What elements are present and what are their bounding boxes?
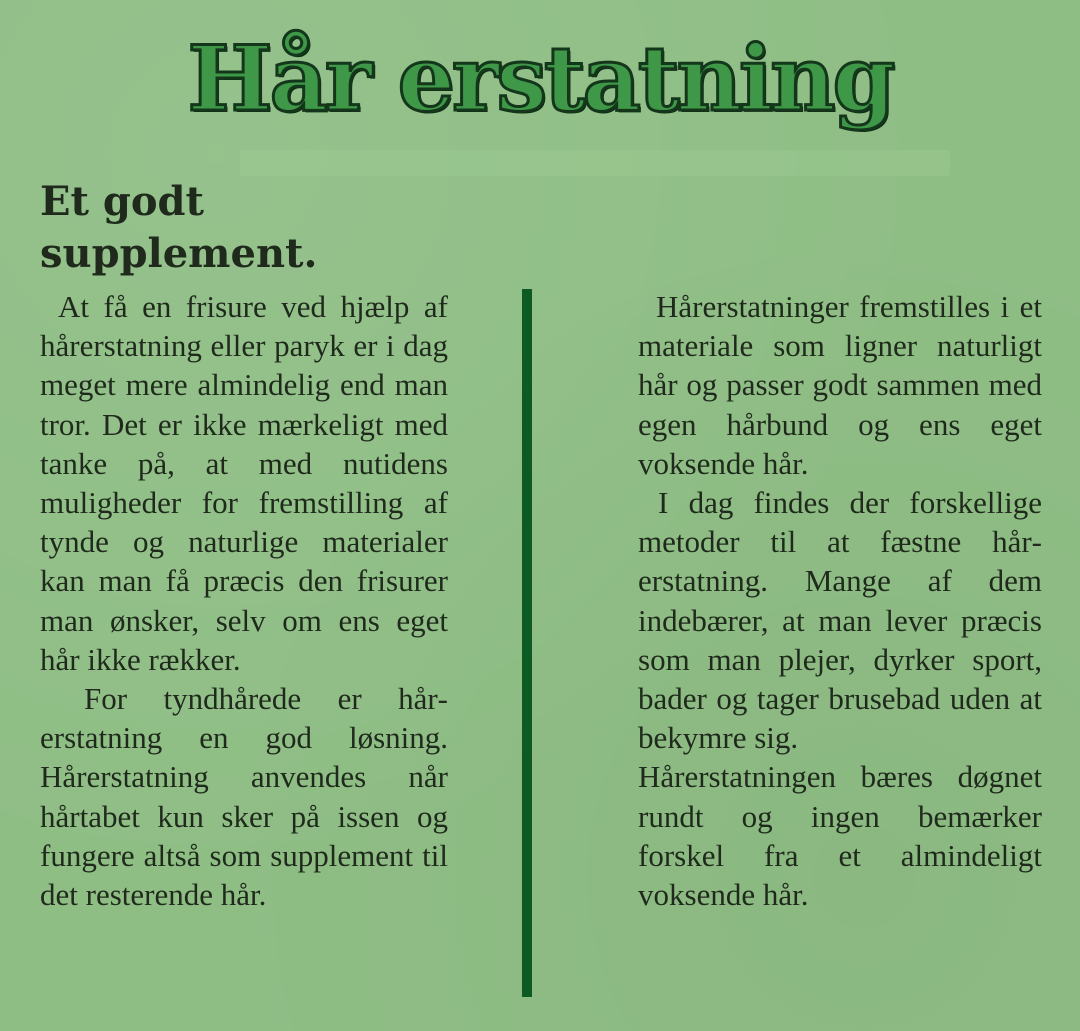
right-paragraph-1: Hårerstatninger fremstilles i et materiale som ligner naturligt hår og passer godt sammen med egen hårbund og ens eget voksende hår. (638, 289, 1042, 481)
left-paragraph-1: At få en frisure ved hjælp af hårerstatning eller paryk er i dag meget mere almindelig end man tror. Det er ikke mærkeligt med tanke på, at med nutidens muligheder for fremstilling af tynde og naturlige materialer kan man få præcis den frisurer man ønsker, selv om ens eget hår ikke rækker. (40, 289, 448, 677)
article-title: Hår erstatning (187, 26, 893, 132)
left-column (40, 287, 448, 914)
right-paragraph-3: Hårerstatningen bæres døgnet rundt og ingen bemærker forskel fra et almindeligt voksende hår. (638, 759, 1042, 913)
right-paragraph-2: I dag findes der forskellige metoder til at fæstne hårerstatning. Mange af dem indebærer, at man lever præcis som man plejer, dyrker sport, bader og tager brusebad uden at bekymre sig. (638, 485, 1042, 756)
left-paragraph-2: For tyndhårede er hårerstatning en god løsning. Hårerstatning anvendes når hårtabet kun sker på issen og fungere altså som supplement til det resterende hår. (40, 681, 448, 913)
article-subheading: Et godt supplement. (40, 178, 318, 277)
right-column (638, 287, 1042, 914)
column-divider (522, 289, 532, 997)
title-underlay (240, 150, 950, 176)
